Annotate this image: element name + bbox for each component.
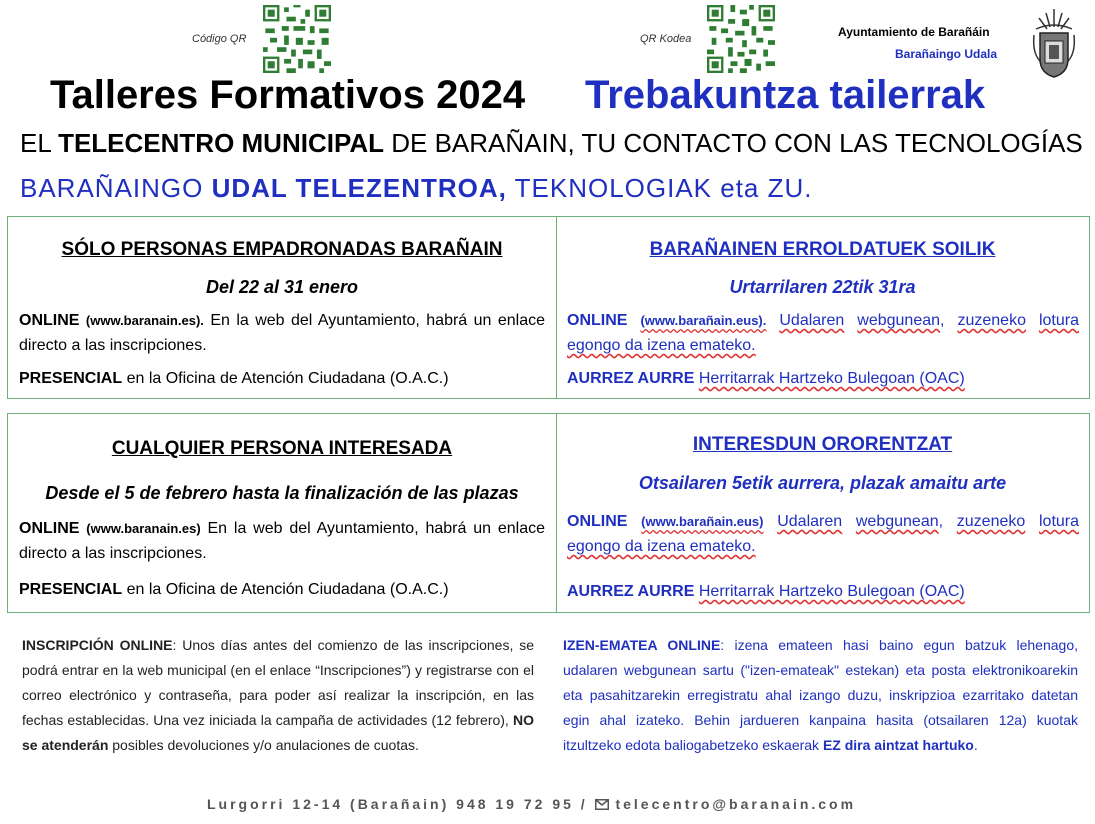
subtitle-es: EL TELECENTRO MUNICIPAL DE BARAÑAIN, TU CONTACTO CON LAS TECNOLOGÍAS	[20, 128, 1083, 158]
ayuntamiento-name-eu: Barañaingo Udala	[895, 47, 998, 61]
heading-residents-es: SÓLO PERSONAS EMPADRONADAS BARAÑAIN	[61, 239, 503, 260]
heading-anyone-es: CUALQUIER PERSONA INTERESADA	[111, 438, 453, 459]
ayuntamiento-name-es: Ayuntamiento de Barañáin	[838, 25, 990, 39]
online-residents-eu: ONLINE (www.barañain.eus). Udalaren webgunean, zuzeneko lotura egongo da izena emateko.	[567, 312, 1079, 354]
date-residents-es: Del 22 al 31 enero	[205, 277, 359, 297]
online-anyone-eu: ONLINE (www.barañain.eus) Udalaren webgunean, zuzeneko lotura egongo da izena emateko.	[567, 513, 1080, 555]
envelope-icon	[595, 799, 609, 810]
online-residents-es: ONLINE (www.baranain.es). En la web del Ayuntamiento, habrá un enlace directo a las inscripciones.	[19, 312, 546, 354]
heading-anyone-eu: INTERESDUN ORORENTZAT	[692, 434, 953, 455]
qr-code-icon[interactable]	[707, 5, 775, 73]
online-registration-note-es: INSCRIPCIÓN ONLINE: Unos días antes del comienzo de las inscripciones, se podrá entrar en la web municipal (en el enlace “Inscripciones”) y registrarse con el correo electrónico y contraseña, para poder así realizar la inscripción, en las fechas establecidas. Una vez iniciada la campaña de actividades (12 febrero), NO se atenderán posibles devoluciones y/o anulaciones de cuotas.	[22, 637, 534, 753]
presencial-residents-es: PRESENCIAL en la Oficina de Atención Ciudadana (O.A.C.)	[19, 370, 449, 387]
title-eu: Trebakuntza tailerrak	[585, 73, 986, 117]
footer-contact	[207, 796, 856, 812]
date-residents-eu: Urtarrilaren 22tik 31ra	[729, 277, 916, 297]
title-es: Talleres Formativos 2024	[50, 73, 526, 117]
footer-separator: /	[580, 796, 588, 812]
aurrez-residents-eu: AURREZ AURRE Herritarrak Hartzeko Bulegoan (OAC)	[567, 370, 965, 387]
qr-label-eu: QR Kodea	[640, 33, 692, 45]
date-anyone-es: Desde el 5 de febrero hasta la finalización de las plazas	[45, 483, 519, 503]
online-registration-note-eu: IZEN-EMATEA ONLINE: izena emateen hasi baino egun batzuk lehenago, udalaren webgunean sartu ("izen-emateak" estekan) eta posta elektronikoarekin eta pasahitzarekin erregistratu ahal izango duzu, inskripzioa ezarritako datetan egin ahal izateko. Behin jardueren kanpaina hasita (otsailaren 12a) kuotak itzultzeko edota baliogabetzeko eskaerak EZ dira aintzat hartuko.	[563, 637, 1079, 753]
qr-label-es: Código QR	[192, 33, 247, 45]
date-anyone-eu: Otsailaren 5etik aurrera, plazak amaitu arte	[638, 473, 1007, 493]
online-anyone-es: ONLINE (www.baranain.es) En la web del Ayuntamiento, habrá un enlace directo a las inscripciones.	[19, 520, 545, 562]
presencial-anyone-es: PRESENCIAL en la Oficina de Atención Ciudadana (O.A.C.)	[19, 581, 449, 598]
footer-email-link[interactable]: telecentro@baranain.com	[615, 796, 857, 812]
footer-address: Lurgorri 12-14 (Barañain) 948 19 72 95	[207, 796, 574, 812]
city-shield-icon	[1030, 5, 1078, 80]
subtitle-eu: BARAÑAINGO UDAL TELEZENTROA, TEKNOLOGIAK eta ZU.	[20, 173, 813, 203]
heading-residents-eu: BARAÑAINEN ERROLDATUEK SOILIK	[649, 239, 996, 260]
aurrez-anyone-eu: AURREZ AURRE Herritarrak Hartzeko Bulegoan (OAC)	[567, 583, 965, 600]
qr-code-icon[interactable]	[263, 5, 331, 73]
